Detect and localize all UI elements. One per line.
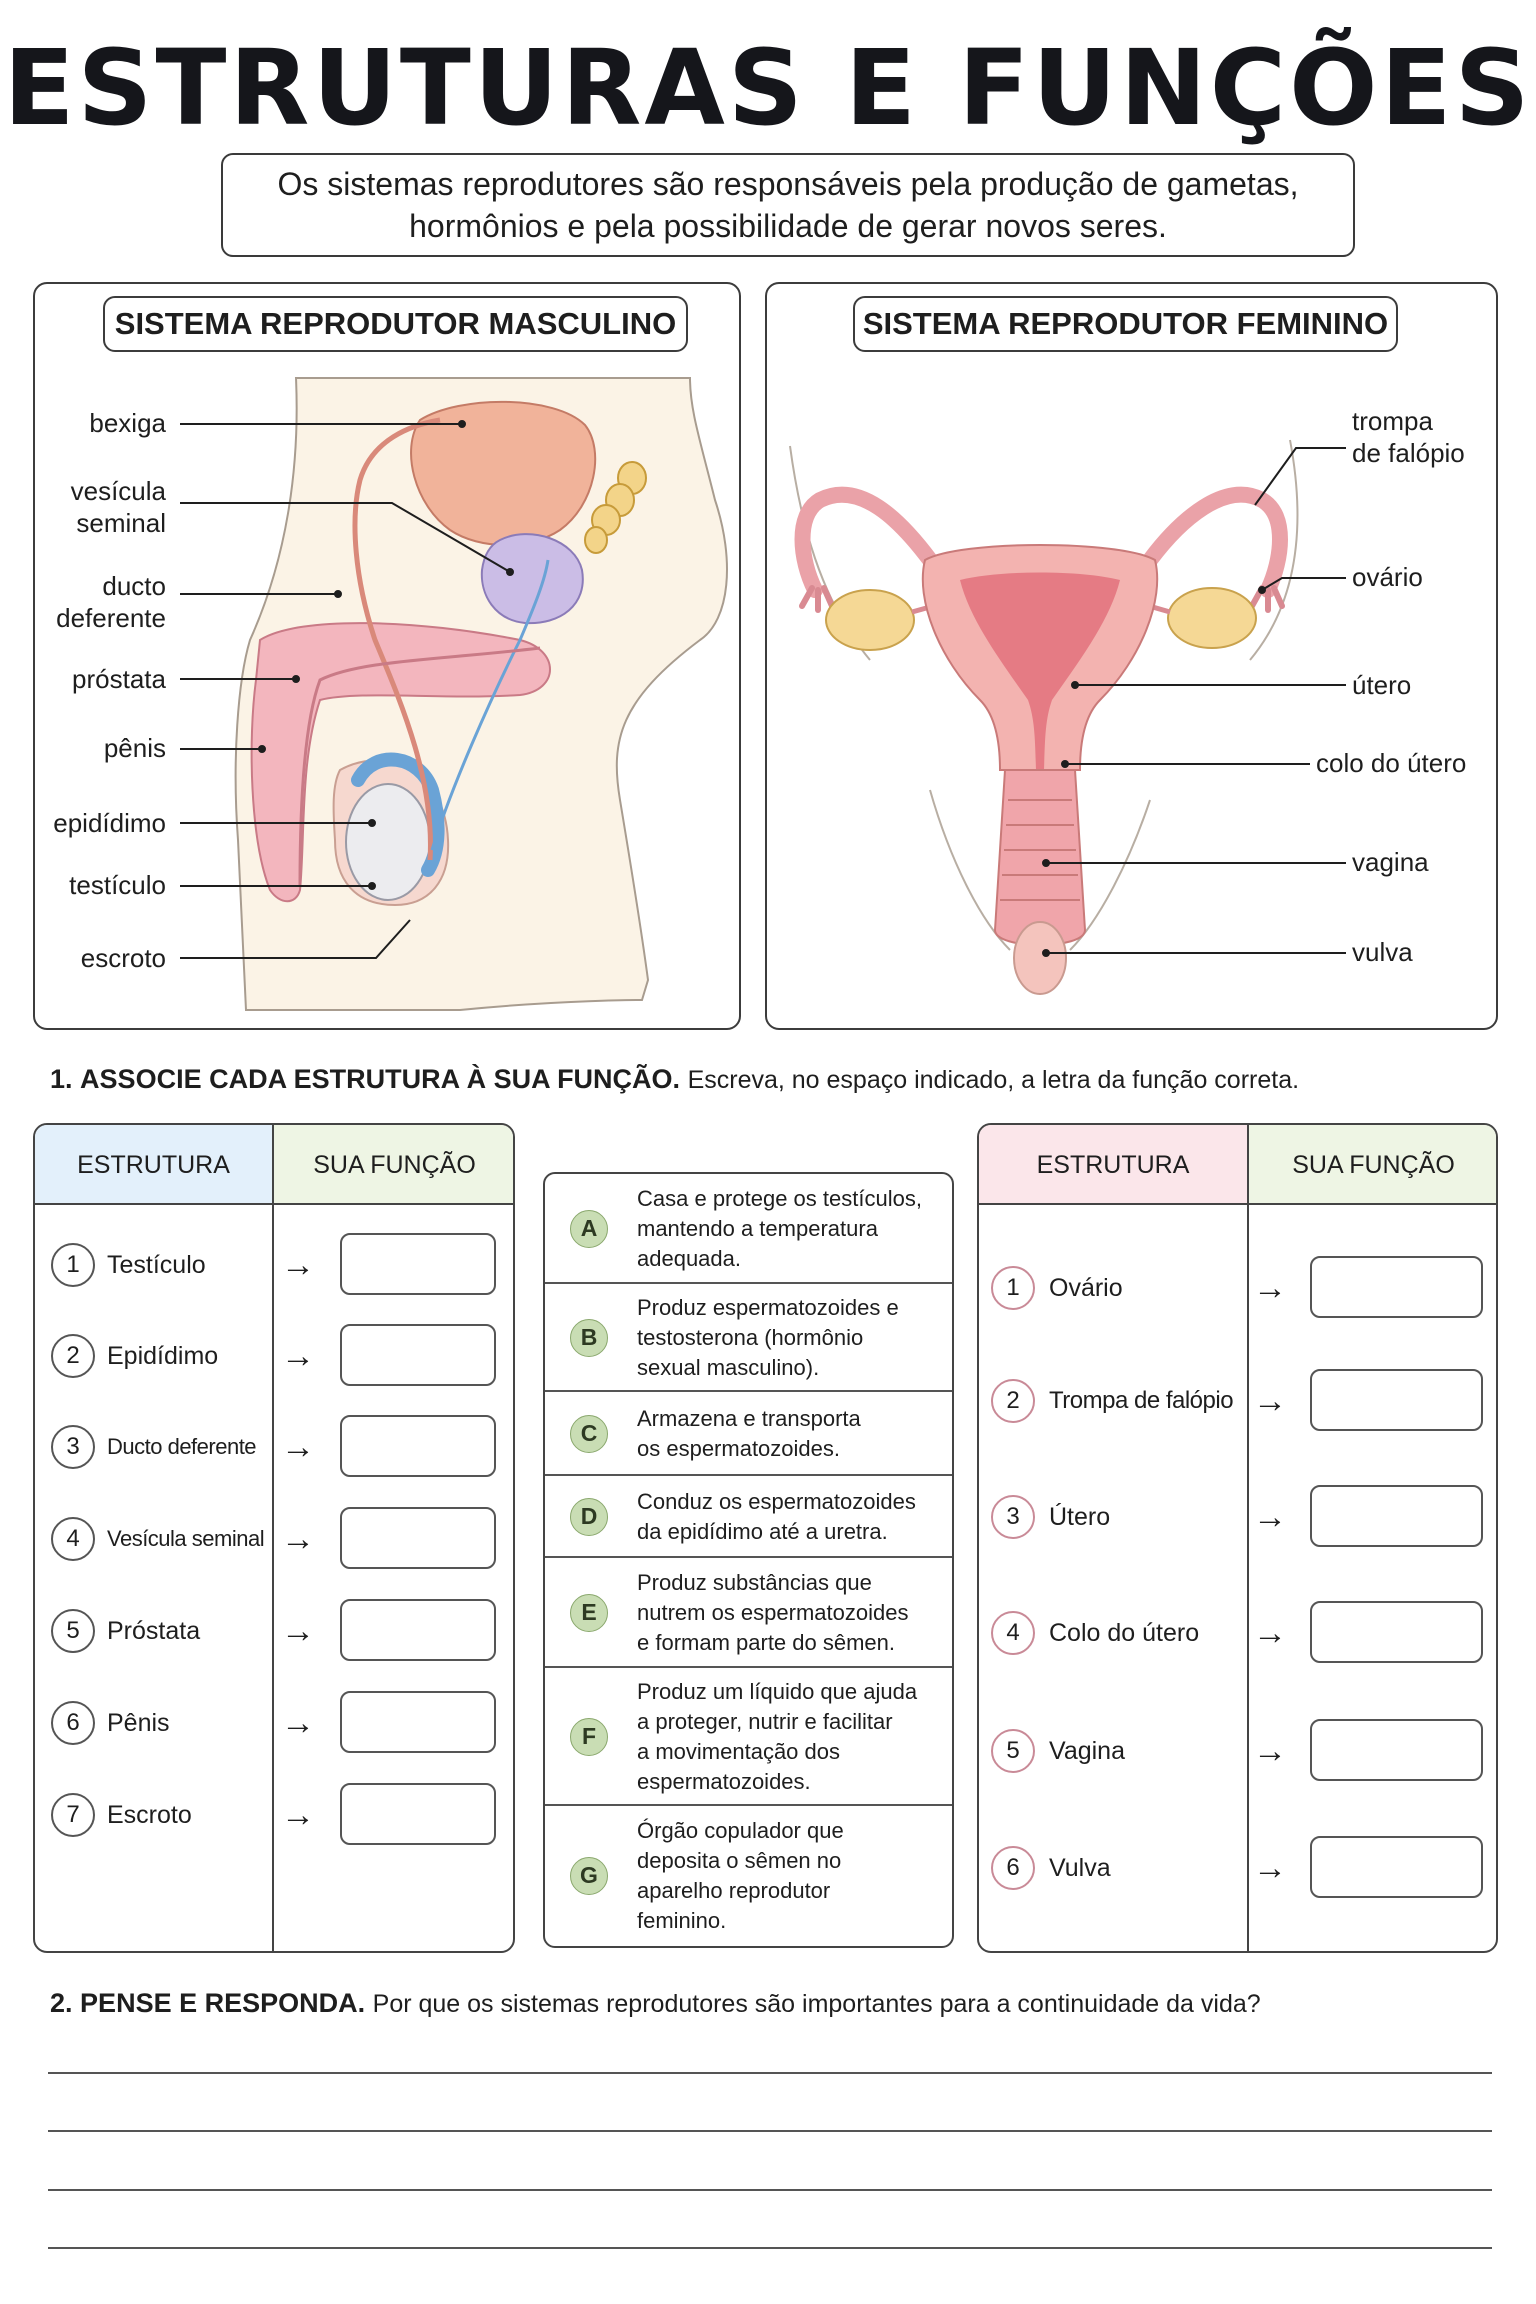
function-item — [545, 1476, 952, 1558]
label-line: deferente — [56, 603, 166, 633]
label-line: de falópio — [1352, 438, 1465, 468]
row-number: 4 — [991, 1611, 1035, 1655]
function-text-line: a proteger, nutrir e facilitar — [637, 1709, 893, 1734]
function-text-line: Conduz os espermatozoides — [637, 1489, 916, 1514]
label-ovario: ovário — [1352, 562, 1423, 592]
function-text-line: Armazena e transporta — [637, 1406, 861, 1431]
header-estrutura: ESTRUTURA — [35, 1125, 272, 1205]
header-sua-funcao: SUA FUNÇÃO — [272, 1125, 515, 1205]
answer-box[interactable] — [1310, 1369, 1483, 1431]
question-2-title: PENSE E RESPONDA. — [80, 1988, 366, 2018]
arrow-icon: → — [1253, 1382, 1287, 1420]
label-vagina: vagina — [1352, 847, 1429, 877]
function-item — [545, 1558, 952, 1668]
answer-line[interactable] — [48, 2189, 1492, 2191]
function-text — [637, 1487, 942, 1547]
function-text-line: testosterona (hormônio — [637, 1325, 864, 1350]
function-text — [637, 1816, 942, 1936]
column-divider — [272, 1125, 274, 1951]
male-anatomy-illustration — [35, 284, 739, 1028]
arrow-icon: → — [281, 1704, 315, 1742]
arrow-icon: → — [281, 1796, 315, 1834]
header-sua-funcao: SUA FUNÇÃO — [1247, 1125, 1498, 1205]
structure-label: Testículo — [107, 1251, 206, 1279]
answer-box[interactable] — [340, 1233, 496, 1295]
answer-box[interactable] — [340, 1324, 496, 1386]
function-text-line: adequada. — [637, 1246, 741, 1271]
arrow-icon: → — [281, 1428, 315, 1466]
function-text-line: sexual masculino). — [637, 1355, 820, 1380]
intro-line: hormônios e pela possibilidade de gerar novos seres. — [409, 208, 1167, 244]
arrow-icon: → — [281, 1520, 315, 1558]
function-text-line: Órgão copulador que — [637, 1818, 844, 1843]
structure-label: Vesícula seminal — [107, 1526, 265, 1551]
answer-box[interactable] — [340, 1783, 496, 1845]
function-text-line: feminino. — [637, 1908, 727, 1933]
function-item — [545, 1806, 952, 1946]
function-text-line: Produz um líquido que ajuda — [637, 1679, 918, 1704]
question-1-title: ASSOCIE CADA ESTRUTURA À SUA FUNÇÃO. — [80, 1064, 681, 1094]
column-divider — [1247, 1125, 1249, 1951]
male-system-title: SISTEMA REPRODUTOR MASCULINO — [103, 296, 688, 352]
row-number: 4 — [51, 1517, 95, 1561]
question-1 — [50, 1064, 1299, 1095]
function-letter-badge: D — [570, 1498, 608, 1536]
row-number: 6 — [51, 1701, 95, 1745]
function-text-line: deposita o sêmen no — [637, 1848, 842, 1873]
arrow-icon: → — [281, 1612, 315, 1650]
arrow-icon: → — [1253, 1614, 1287, 1652]
label-utero: útero — [1352, 670, 1412, 700]
answer-box[interactable] — [340, 1691, 496, 1753]
row-number: 5 — [51, 1609, 95, 1653]
answer-box[interactable] — [340, 1599, 496, 1661]
function-text-line: Produz substâncias que — [637, 1570, 872, 1595]
function-text — [637, 1184, 942, 1274]
intro-box — [221, 153, 1355, 257]
question-2-text: Por que os sistemas reprodutores são importantes para a continuidade da vida? — [372, 1990, 1261, 2018]
answer-box[interactable] — [1310, 1836, 1483, 1898]
function-item — [545, 1392, 952, 1476]
label-prostata: próstata — [72, 664, 166, 694]
row-number: 6 — [991, 1846, 1035, 1890]
function-text — [637, 1568, 942, 1658]
label-bexiga: bexiga — [89, 408, 166, 438]
function-text — [637, 1677, 942, 1797]
question-2 — [50, 1988, 1261, 2019]
arrow-icon: → — [1253, 1732, 1287, 1770]
structure-label: Escroto — [107, 1801, 192, 1829]
arrow-icon: → — [281, 1246, 315, 1284]
intro-line: Os sistemas reprodutores são responsáveis pela produção de gametas, — [277, 166, 1299, 202]
row-number: 7 — [51, 1793, 95, 1837]
row-number: 5 — [991, 1729, 1035, 1773]
arrow-icon: → — [1253, 1849, 1287, 1887]
answer-line[interactable] — [48, 2072, 1492, 2074]
label-line: seminal — [76, 508, 166, 538]
label-colo-do-utero: colo do útero — [1316, 748, 1467, 778]
question-1-instruction: Escreva, no espaço indicado, a letra da função correta. — [687, 1066, 1300, 1094]
function-letter-badge: A — [570, 1210, 608, 1248]
structure-label: Ovário — [1049, 1274, 1123, 1302]
label-vulva: vulva — [1352, 937, 1413, 967]
structure-label: Trompa de falópio — [1049, 1387, 1234, 1414]
female-anatomy-illustration — [767, 284, 1496, 1028]
label-line: vesícula — [70, 476, 166, 506]
question-2-number: 2. — [50, 1988, 73, 2018]
female-structure-table — [977, 1123, 1498, 1953]
function-text-line: mantendo a temperatura — [637, 1216, 878, 1241]
header-estrutura: ESTRUTURA — [979, 1125, 1247, 1205]
function-text — [637, 1404, 942, 1464]
answer-line[interactable] — [48, 2130, 1492, 2132]
function-text-line: Casa e protege os testículos, — [637, 1186, 922, 1211]
arrow-icon: → — [1253, 1269, 1287, 1307]
row-number: 1 — [51, 1243, 95, 1287]
function-text — [637, 1293, 942, 1383]
label-line: trompa — [1352, 406, 1433, 436]
question-1-number: 1. — [50, 1064, 73, 1094]
answer-box[interactable] — [1310, 1256, 1483, 1318]
female-system-title: SISTEMA REPRODUTOR FEMININO — [853, 296, 1398, 352]
structure-label: Útero — [1049, 1503, 1111, 1531]
function-text-line: espermatozoides. — [637, 1769, 811, 1794]
function-text-line: os espermatozoides. — [637, 1436, 840, 1461]
label-trompa-de-falopio — [1352, 405, 1465, 469]
label-ducto-deferente — [40, 570, 166, 634]
structure-label: Vulva — [1049, 1854, 1111, 1882]
answer-box[interactable] — [340, 1415, 496, 1477]
label-penis: pênis — [103, 733, 166, 763]
answer-box[interactable] — [1310, 1601, 1483, 1663]
row-number: 2 — [991, 1379, 1035, 1423]
function-text-line: aparelho reprodutor — [637, 1878, 831, 1903]
function-text-line: e formam parte do sêmen. — [637, 1630, 896, 1655]
page-title: ESTRUTURAS E FUNÇÕES — [3, 27, 1533, 149]
function-letter-badge: C — [570, 1415, 608, 1453]
function-text-line: a movimentação dos — [637, 1739, 840, 1764]
function-text-line: Produz espermatozoides e — [637, 1295, 899, 1320]
male-structure-table — [33, 1123, 515, 1953]
answer-line[interactable] — [48, 2247, 1492, 2249]
arrow-icon: → — [281, 1337, 315, 1375]
function-letter-badge: F — [570, 1718, 608, 1756]
function-letter-badge: G — [570, 1857, 608, 1895]
label-vesicula-seminal — [40, 475, 166, 539]
function-item — [545, 1174, 952, 1284]
row-number: 1 — [991, 1266, 1035, 1310]
function-text-line: nutrem os espermatozoides — [637, 1600, 909, 1625]
label-epididimo: epidídimo — [53, 808, 166, 838]
structure-label: Pênis — [107, 1709, 170, 1737]
row-number: 3 — [991, 1495, 1035, 1539]
structure-label: Epidídimo — [107, 1342, 219, 1370]
label-line: ducto — [102, 571, 166, 601]
row-number: 3 — [51, 1425, 95, 1469]
answer-box[interactable] — [1310, 1485, 1483, 1547]
function-item — [545, 1284, 952, 1392]
function-text-line: da epidídimo até a uretra. — [637, 1519, 888, 1544]
structure-label: Colo do útero — [1049, 1619, 1200, 1647]
structure-label: Próstata — [107, 1617, 201, 1645]
answer-box[interactable] — [340, 1507, 496, 1569]
function-letter-badge: E — [570, 1594, 608, 1632]
structure-label: Vagina — [1049, 1737, 1125, 1765]
label-testiculo: testículo — [69, 870, 166, 900]
function-item — [545, 1668, 952, 1806]
answer-box[interactable] — [1310, 1719, 1483, 1781]
function-list — [543, 1172, 954, 1948]
label-escroto: escroto — [80, 943, 166, 973]
row-number: 2 — [51, 1334, 95, 1378]
structure-label: Ducto deferente — [107, 1434, 257, 1459]
arrow-icon: → — [1253, 1498, 1287, 1536]
function-letter-badge: B — [570, 1319, 608, 1357]
